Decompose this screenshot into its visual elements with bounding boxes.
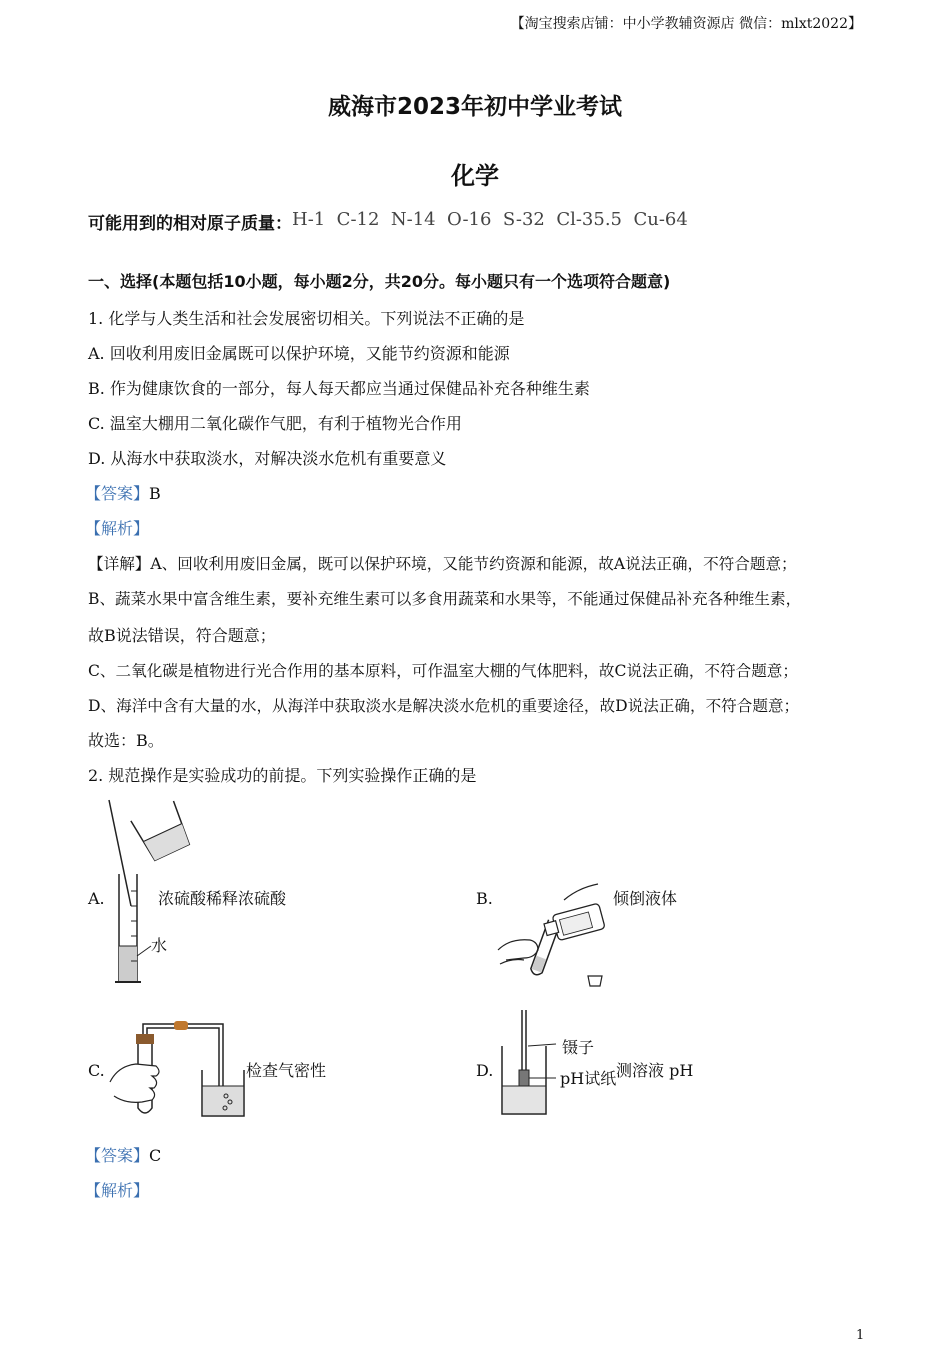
q2-option-b-letter: B. bbox=[476, 889, 493, 908]
q2-stem: 2. 规范操作是实验成功的前提。下列实验操作正确的是 bbox=[88, 766, 477, 785]
answer-tag: 【答案】 bbox=[85, 484, 150, 503]
q2-option-b-caption: 倾倒液体 bbox=[613, 889, 678, 908]
q1-detail-line-6: 故选：B。 bbox=[88, 731, 164, 750]
q2-option-a-water-label: 水 bbox=[151, 936, 168, 955]
q1-option-d: D. 从海水中获取淡水，对解决淡水危机有重要意义 bbox=[88, 449, 447, 468]
atomic-mass-line bbox=[88, 209, 688, 234]
q1-option-a: A. 回收利用废旧金属既可以保护环境，又能节约资源和能源 bbox=[88, 344, 510, 363]
q1-option-c: C. 温室大棚用二氧化碳作气肥，有利于植物光合作用 bbox=[88, 414, 462, 433]
q2-answer bbox=[85, 1146, 161, 1166]
q1-answer bbox=[85, 484, 161, 504]
figure-c-airtightness bbox=[106, 1016, 251, 1122]
figure-d-ph-test bbox=[498, 1006, 558, 1118]
answer-tag: 【答案】 bbox=[85, 1146, 150, 1165]
answer-value: B bbox=[149, 484, 161, 503]
q1-detail-line-3: 故B说法错误，符合题意； bbox=[88, 626, 276, 645]
q2-option-d-paper-label: pH试纸 bbox=[560, 1069, 617, 1088]
atomic-mass-values: H-1 C-12 N-14 O-16 S-32 Cl-35.5 Cu-64 bbox=[292, 209, 688, 230]
q2-option-a-letter: A. bbox=[88, 889, 105, 908]
q2-option-d-letter: D. bbox=[476, 1061, 494, 1080]
q1-analysis-tag: 【解析】 bbox=[85, 519, 150, 538]
page-title: 威海市2023年初中学业考试 bbox=[327, 94, 622, 120]
atomic-mass-label: 可能用到的相对原子质量： bbox=[88, 214, 292, 234]
q2-option-d-tweezers-label: 镊子 bbox=[562, 1038, 595, 1057]
q1-detail-line-4: C、二氧化碳是植物进行光合作用的基本原料，可作温室大棚的气体肥料，故C说法正确，不符合题意； bbox=[88, 662, 798, 680]
subject-title: 化学 bbox=[451, 162, 499, 190]
q2-analysis-tag: 【解析】 bbox=[85, 1181, 150, 1200]
answer-value: C bbox=[149, 1146, 162, 1165]
q1-detail-line-2: B、蔬菜水果中富含维生素，要补充维生素可以多食用蔬菜和水果等，不能通过保健品补充各种维生素， bbox=[88, 590, 802, 608]
q2-option-d-caption: 测溶液 pH bbox=[616, 1061, 694, 1080]
q1-option-b: B. 作为健康饮食的一部分，每人每天都应当通过保健品补充各种维生素 bbox=[88, 379, 590, 398]
q1-detail-line-1: 【详解】A、回收利用废旧金属，既可以保护环境，又能节约资源和能源，故A说法正确，不符合题意； bbox=[88, 555, 797, 573]
q2-option-a-caption: 浓硫酸稀释浓硫酸 bbox=[158, 889, 287, 908]
header-note: 【淘宝搜索店铺：中小学教辅资源店 微信：mlxt2022】 bbox=[510, 16, 862, 32]
q2-option-c-caption: 检查气密性 bbox=[246, 1061, 327, 1080]
page-number: 1 bbox=[856, 1328, 865, 1343]
q1-detail-line-5: D、海洋中含有大量的水，从海洋中获取淡水是解决淡水危机的重要途径，故D说法正确，不符合题意； bbox=[88, 697, 800, 715]
q2-option-c-letter: C. bbox=[88, 1061, 105, 1080]
section-heading: 一、选择(本题包括10小题，每小题2分，共20分。每小题只有一个选项符合题意) bbox=[88, 272, 671, 291]
q1-stem: 1. 化学与人类生活和社会发展密切相关。下列说法不正确的是 bbox=[88, 309, 525, 328]
figure-b-pouring bbox=[494, 880, 614, 990]
